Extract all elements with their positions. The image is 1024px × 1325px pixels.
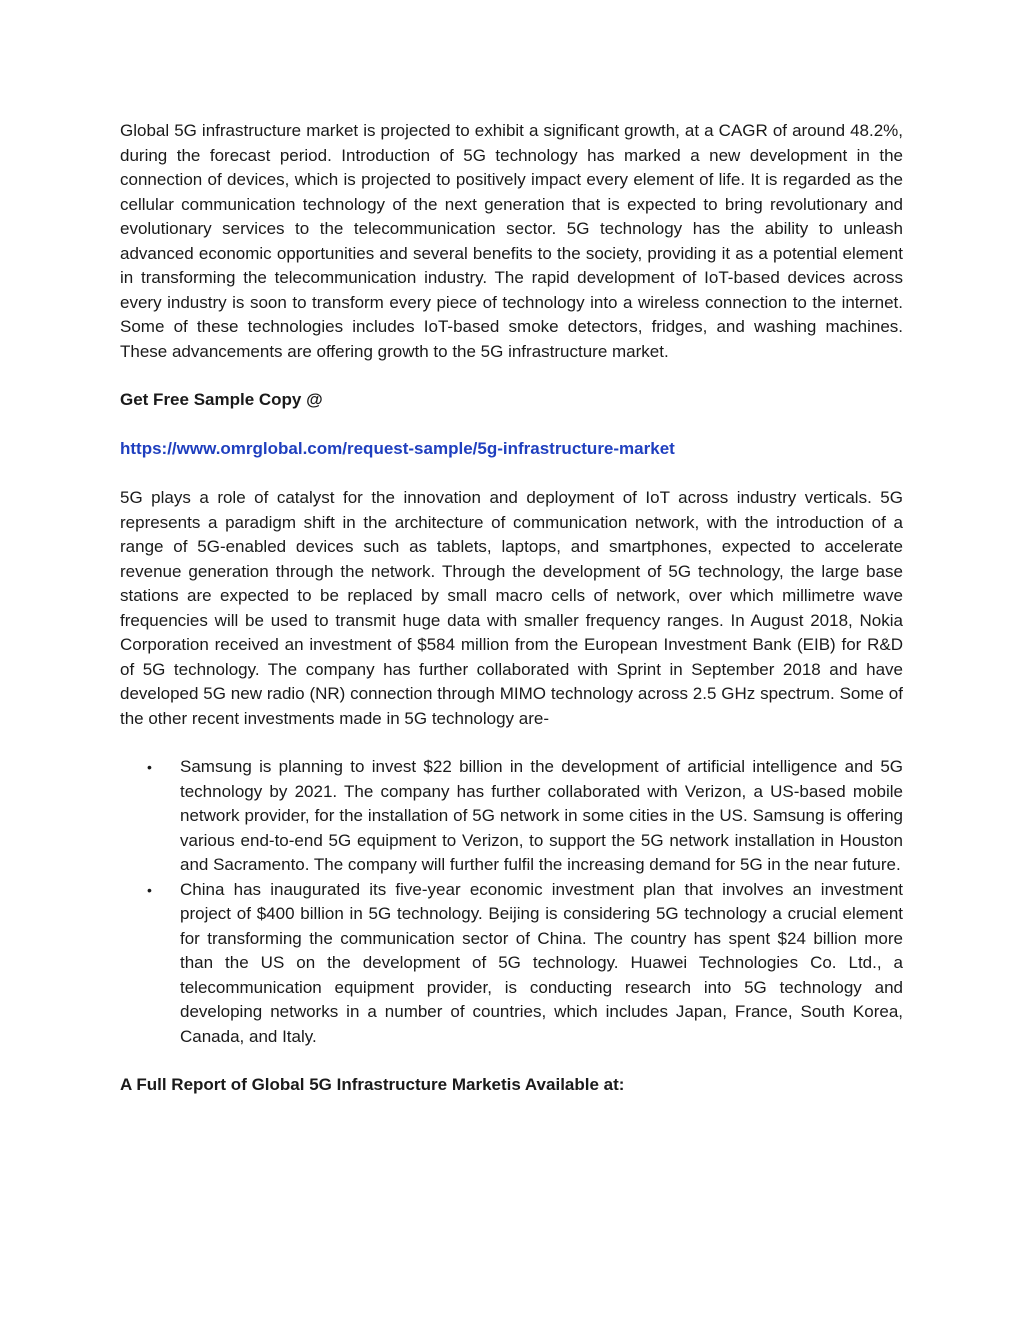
list-item [147,755,903,878]
intro-text: is projected to exhibit a significant growth, at a CAGR of around 48.2%, during the forecast period. Introduction of 5G technology has marked a new development in the connection of devices, which is projected to positively impact every element of life. It is regarded as the cellular communication technology of the next generation that is expected to bring revolutionary and evolutionary services to the telecommunication sector. 5G technology has the ability to unleash advanced economic opportunities and several benefits to the society, providing it as a potential element in transforming the telecommunication industry. The rapid development of IoT-based devices across every industry is soon to transform every piece of technology into a wireless connection to the internet. Some of these technologies includes IoT-based smoke detectors, fridges, and washing machines. These advancements are offering growth to the 5G infrastructure market. [120,121,903,361]
list-item [147,878,903,1050]
intro-paragraph [120,119,903,364]
full-report-heading: A Full Report of Global 5G Infrastructure Marketis Available at: [120,1075,625,1094]
list-item-text: Samsung is planning to invest $22 billion in the development of artificial intelligence and 5G technology by 2021. The company has further collaborated with Verizon, a US-based mobile network provider, for the installation of 5G network in some cities in the US. Samsung is offering various end-to-end 5G equipment to Verizon, to support the 5G network installation in Houston and Sacramento. The company will further fulfil the increasing demand for 5G in the near future. [180,757,903,874]
sample-request-link[interactable]: https://www.omrglobal.com/request-sample/5g-infrastructure-market [120,438,675,458]
market-name-link[interactable]: Global 5G infrastructure market [120,121,359,140]
investment-list [120,755,903,1049]
body-paragraph: 5G plays a role of catalyst for the innovation and deployment of IoT across industry verticals. 5G represents a paradigm shift in the architecture of communication network, with the introduction of a range of 5G-enabled devices such as tablets, laptops, and smartphones, expected to accelerate revenue generation through the network. Through the development of 5G technology, the large base stations are expected to be replaced by small macro cells of network, over which millimetre wave frequencies will be used to transmit huge data with smaller frequency ranges. In August 2018, Nokia Corporation received an investment of $584 million from the European Investment Bank (EIB) for R&D of 5G technology. The company has further collaborated with Sprint in September 2018 and have developed 5G new radio (NR) connection through MIMO technology across 2.5 GHz spectrum. Some of the other recent investments made in 5G technology are- [120,488,903,728]
list-item-text: China has inaugurated its five-year economic investment plan that involves an investment project of $400 billion in 5G technology. Beijing is considering 5G technology a crucial element for transforming the communication sector of China. The country has spent $24 billion more than the US on the development of 5G technology. Huawei Technologies Co. Ltd., a telecommunication equipment provider, is conducting research into 5G technology and developing networks in a number of countries, which includes Japan, France, South Korea, Canada, and Italy. [180,879,903,1046]
document-page [120,119,903,1098]
bullet-icon: • [147,881,152,898]
bullet-icon: • [147,759,152,775]
sample-copy-label: Get Free Sample Copy @ [120,390,323,409]
